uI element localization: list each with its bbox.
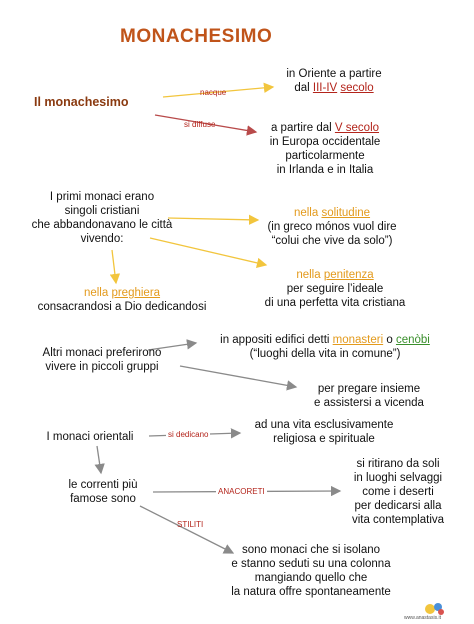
oriente-line1: in Oriente a partire [286, 68, 382, 80]
page-title: MONACHESIMO [120, 26, 273, 47]
altri-monaci-line1: Altri monaci preferirono [42, 347, 162, 359]
main-topic: Il monachesimo [34, 95, 129, 109]
preghiera-line1 [24, 286, 220, 300]
stiliti-line4: la natura offre spontaneamente [231, 586, 391, 598]
anacoreti-line5: vita contemplativa [351, 514, 445, 526]
label-anacoreti: ANACORETI [218, 487, 265, 496]
anacoreti-line4: per dedicarsi alla [354, 500, 442, 512]
stiliti-line1: sono monaci che si isolano [241, 544, 381, 556]
edifici-line1 [200, 333, 450, 347]
orientali-line1: I monaci orientali [46, 431, 134, 443]
primi-monaci-line1: I primi monaci erano [49, 191, 155, 203]
link-cenobi[interactable]: cenòbi [395, 334, 430, 346]
node-solitudine [250, 206, 414, 248]
correnti-line1: le correnti più [68, 479, 138, 491]
solitudine-line1-pre: nella [293, 207, 322, 219]
vita-religiosa-line2: religiosa e spirituale [273, 433, 375, 445]
europa-line4: in Irlanda e in Italia [276, 164, 374, 176]
edifici-line1-mid: o [383, 334, 396, 346]
anacoreti-line1: si ritirano da soli [356, 458, 440, 470]
link-solitudine[interactable]: solitudine [321, 207, 371, 219]
stiliti-line2: e stanno seduti su una colonna [231, 558, 391, 570]
arrow-pregare [180, 366, 296, 387]
label-stiliti: STILITI [177, 520, 204, 529]
node-preghiera [24, 286, 220, 314]
node-correnti [54, 478, 152, 506]
node-edifici [200, 333, 450, 361]
correnti-line2: famose sono [70, 493, 136, 505]
node-vita-religiosa [240, 418, 408, 446]
preghiera-line1-pre: nella [83, 287, 112, 299]
vita-religiosa-line1: ad una vita esclusivamente [254, 419, 394, 431]
anastasis-logo-icon [424, 600, 446, 616]
footer-url[interactable]: www.anastasis.it [404, 615, 441, 621]
label-si-dedicano: si dedicano [168, 430, 209, 439]
pregare-line1: per pregare insieme [317, 383, 421, 395]
edifici-line1-pre: in appositi edifici detti [220, 334, 333, 346]
node-primi-monaci [18, 190, 186, 246]
link-secolo[interactable]: secolo [340, 82, 374, 94]
oriente-line2 [266, 81, 402, 95]
solitudine-line3: “colui che vive da solo”) [271, 235, 393, 247]
anacoreti-line3: come i deserti [362, 486, 434, 498]
primi-monaci-line4: vivendo: [80, 233, 124, 245]
europa-line3: particolarmente [285, 150, 365, 162]
europa-line1 [252, 121, 398, 135]
stiliti-line3: mangiando quello che [254, 572, 368, 584]
solitudine-line1 [250, 206, 414, 220]
label-nacque: nacque [200, 88, 227, 97]
node-orientali [30, 430, 150, 444]
node-pregare [296, 382, 442, 410]
node-oriente [266, 67, 402, 95]
edifici-line2: (“luoghi della vita in comune”) [249, 348, 401, 360]
node-anacoreti-desc [336, 457, 460, 527]
node-penitenza [246, 268, 424, 310]
link-preghiera[interactable]: preghiera [111, 287, 161, 299]
link-monasteri[interactable]: monasteri [332, 334, 384, 346]
label-si-diffuse: si diffuse [184, 120, 216, 129]
arrow-correnti [97, 446, 101, 473]
europa-line2: in Europa occidentale [269, 136, 381, 148]
anacoreti-line2: in luoghi selvaggi [353, 472, 443, 484]
altri-monaci-line2: vivere in piccoli gruppi [45, 361, 159, 373]
oriente-line2-pre: dal [294, 82, 313, 94]
penitenza-line1-pre: nella [296, 269, 324, 281]
node-europa [252, 121, 398, 177]
link-penitenza[interactable]: penitenza [323, 269, 374, 281]
europa-line1-pre: a partire dal [270, 122, 335, 134]
penitenza-line1 [246, 268, 424, 282]
primi-monaci-line2: singoli cristiani [64, 205, 140, 217]
penitenza-line2: per seguire l’ideale [286, 283, 384, 295]
node-stiliti-desc [210, 543, 412, 599]
pregare-line2: e assistersi a vicenda [314, 397, 424, 409]
penitenza-line3: di una perfetta vita cristiana [264, 297, 406, 309]
preghiera-line2: consacrandosi a Dio dedicandosi [37, 301, 207, 313]
link-v-secolo[interactable]: V secolo [334, 122, 380, 134]
solitudine-line2: (in greco mónos vuol dire [267, 221, 397, 233]
primi-monaci-line3: che abbandonavano le città [31, 219, 173, 231]
arrow-preghiera [112, 250, 116, 283]
link-iii-iv[interactable]: III-IV [312, 82, 338, 94]
node-altri-monaci [26, 346, 178, 374]
